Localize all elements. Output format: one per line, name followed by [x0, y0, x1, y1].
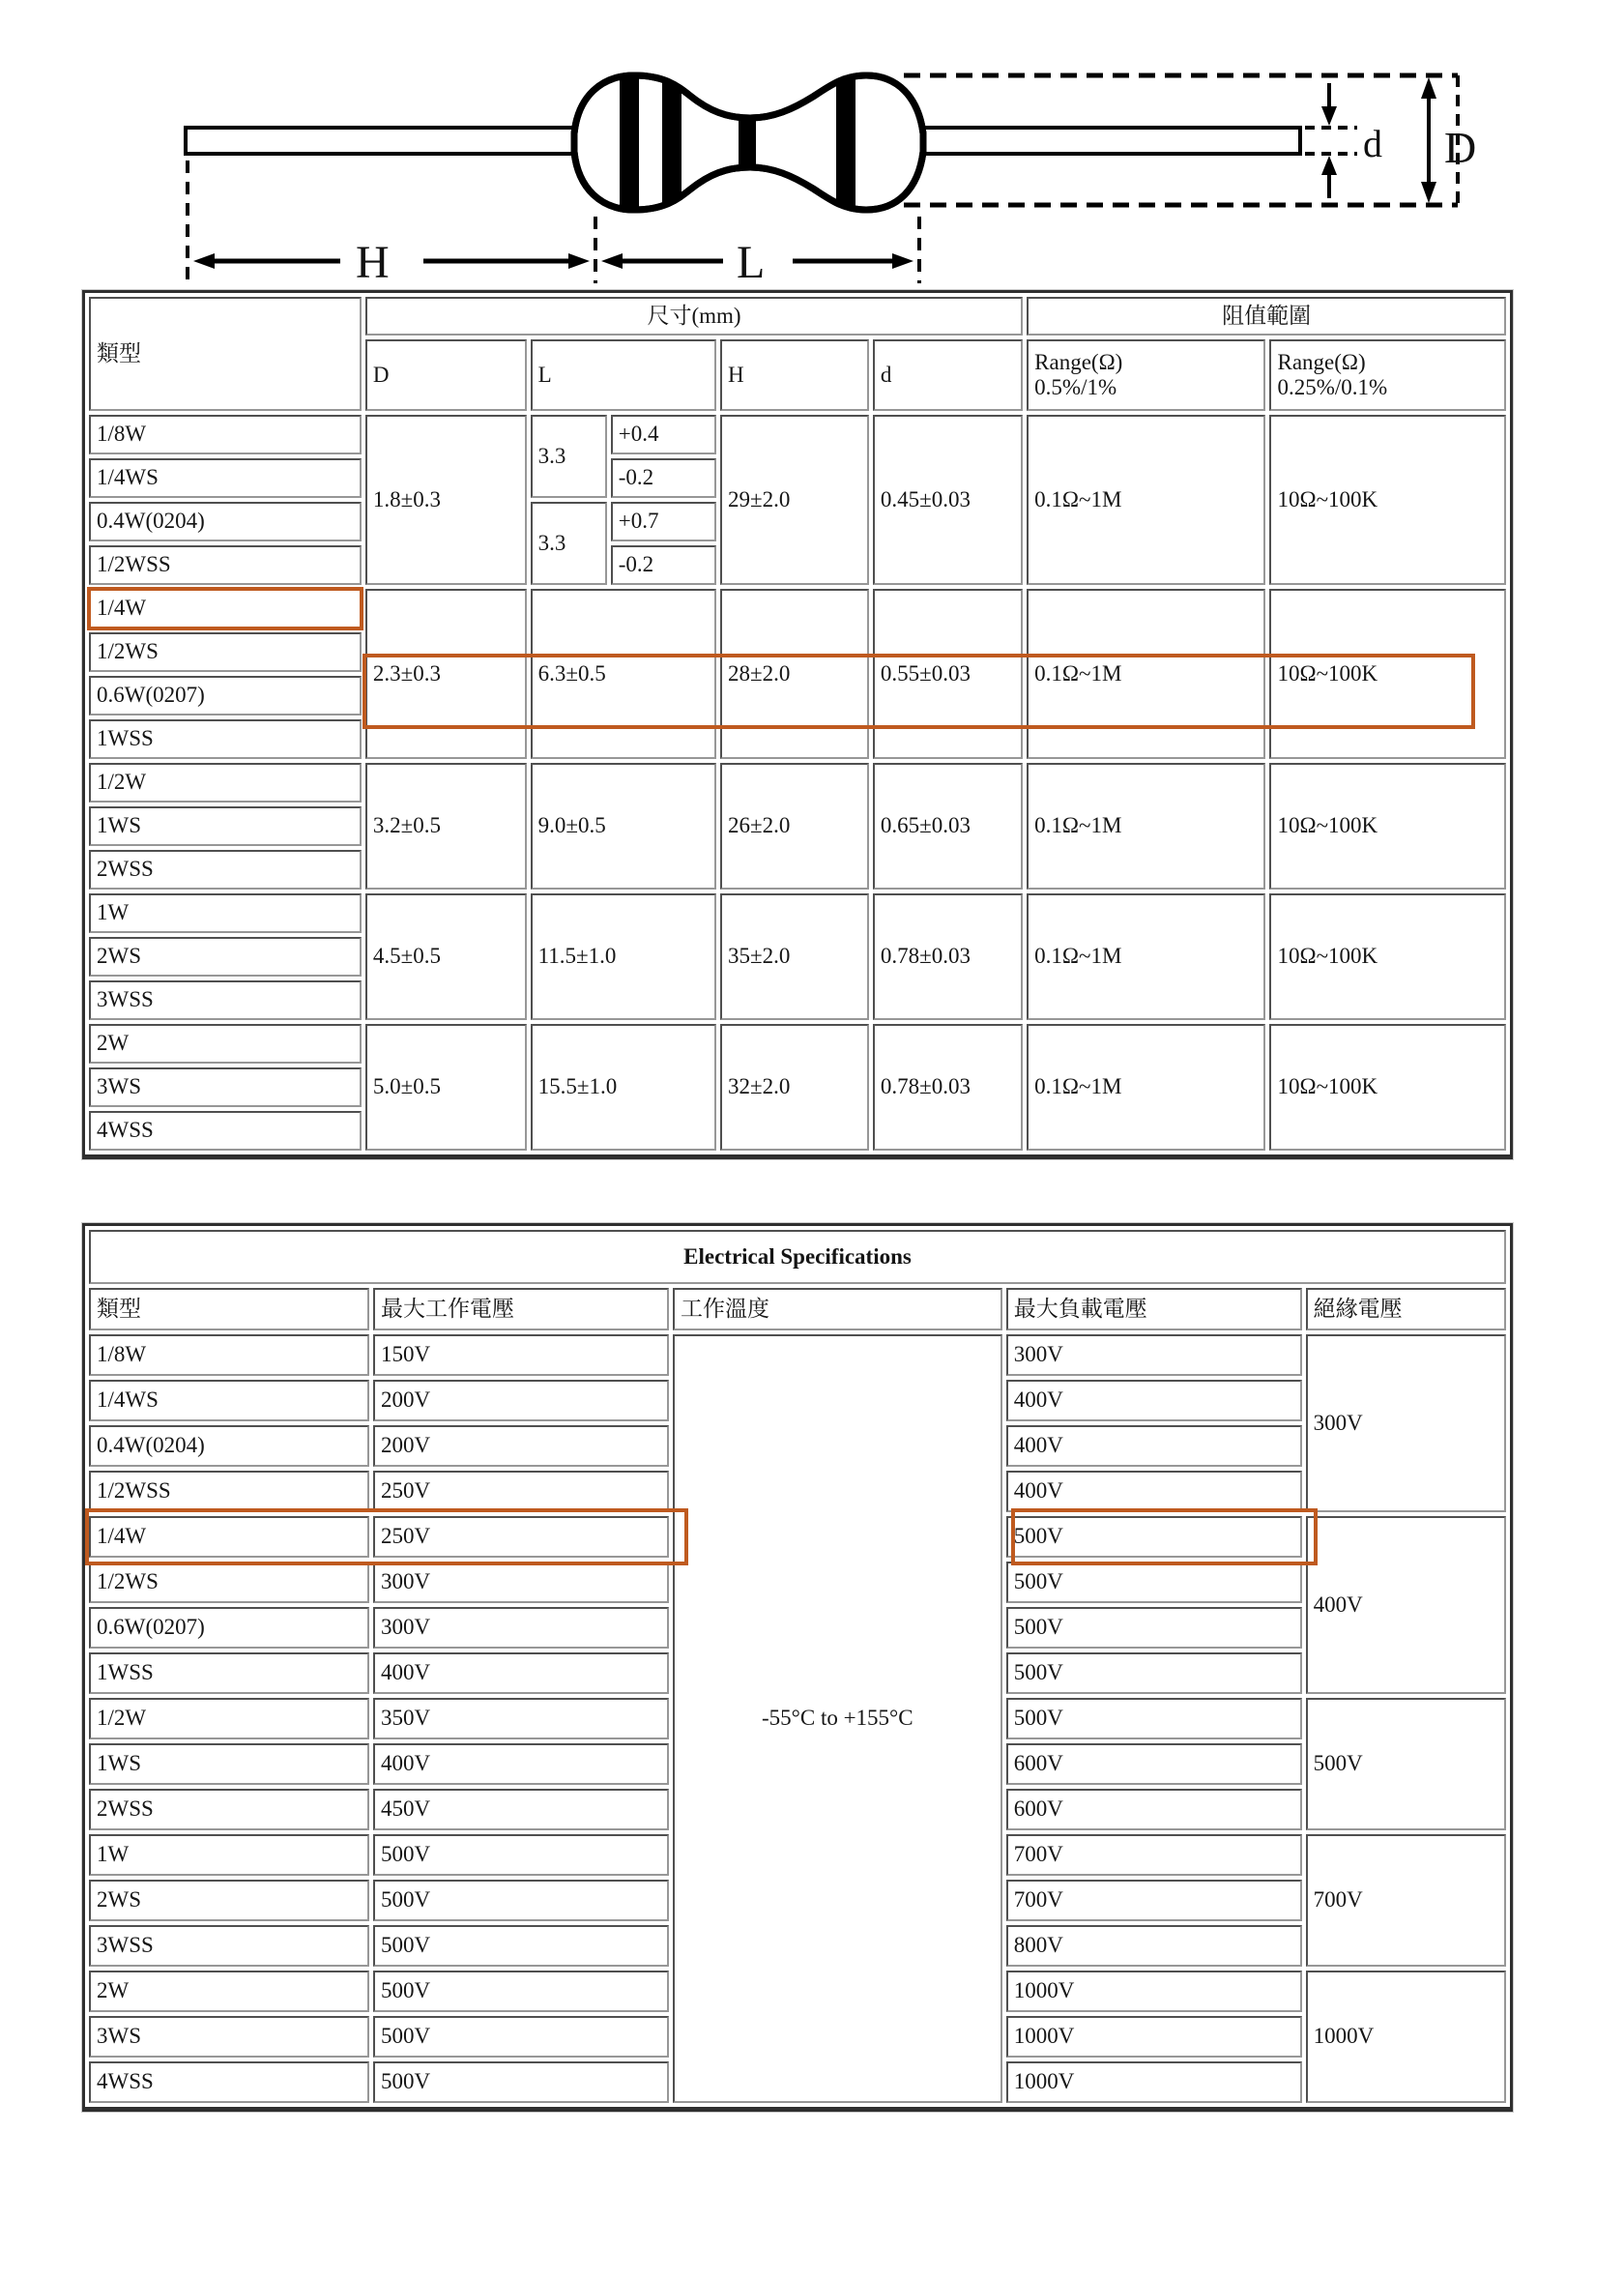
- h-arrowhead-right: [568, 253, 590, 269]
- col-header-H: H: [720, 339, 869, 411]
- col-header-range1: [1027, 339, 1265, 411]
- type-cell: 1/4WS: [89, 1380, 369, 1421]
- range2-value-cell: 10Ω~100K: [1269, 589, 1506, 759]
- insulation-voltage-cell: 700V: [1306, 1834, 1506, 1967]
- range2-value-cell: 10Ω~100K: [1269, 763, 1506, 890]
- working-voltage-cell: 400V: [373, 1652, 669, 1694]
- type-cell: 0.6W(0207): [89, 1607, 369, 1649]
- overload-voltage-cell: 800V: [1006, 1925, 1302, 1967]
- L-value-cell: 9.0±0.5: [531, 763, 716, 890]
- type-cell: 0.6W(0207): [89, 676, 362, 716]
- overload-voltage-cell: 600V: [1006, 1743, 1302, 1785]
- d-label: d: [1363, 122, 1382, 165]
- col-header-max-overload-voltage: 最大負載電壓: [1006, 1288, 1302, 1330]
- range-header: 阻值範圍: [1027, 297, 1506, 336]
- big-d-arrowhead-up: [1421, 77, 1436, 99]
- dimension-table: [82, 290, 1513, 1159]
- type-cell: 3WSS: [89, 980, 362, 1020]
- type-cell: 4WSS: [89, 1111, 362, 1151]
- type-cell: 2W: [89, 1971, 369, 2012]
- D-value-cell: 3.2±0.5: [365, 763, 527, 890]
- d-value-cell: 0.78±0.03: [873, 1024, 1023, 1151]
- L-tolerance-plus-cell: +0.4: [611, 415, 716, 454]
- working-voltage-cell: 200V: [373, 1425, 669, 1467]
- insulation-voltage-cell: 300V: [1306, 1334, 1506, 1512]
- insulation-voltage-cell: 500V: [1306, 1698, 1506, 1830]
- d-value-cell: 0.65±0.03: [873, 763, 1023, 890]
- type-cell: 2WSS: [89, 1789, 369, 1830]
- working-voltage-cell: 500V: [373, 1834, 669, 1876]
- D-value-cell: 2.3±0.3: [365, 589, 527, 759]
- type-cell: 1WSS: [89, 1652, 369, 1694]
- type-cell: 1/4WS: [89, 458, 362, 498]
- L-tolerance-minus-cell: -0.2: [611, 545, 716, 585]
- type-cell: 4WSS: [89, 2061, 369, 2103]
- range1-line2: 0.5%/1%: [1034, 375, 1117, 399]
- col-header-max-working-voltage: 最大工作電壓: [373, 1288, 669, 1330]
- range2-value-cell: 10Ω~100K: [1269, 893, 1506, 1020]
- range1-line1: Range(Ω): [1034, 349, 1123, 374]
- range2-line1: Range(Ω): [1277, 349, 1366, 374]
- range1-value-cell: 0.1Ω~1M: [1027, 1024, 1265, 1151]
- working-voltage-cell: 500V: [373, 1925, 669, 1967]
- col-header-L: L: [531, 339, 716, 411]
- H-value-cell: 29±2.0: [720, 415, 869, 585]
- lead-left: [186, 128, 574, 154]
- col-header-D: D: [365, 339, 527, 411]
- type-cell: 1/8W: [89, 1334, 369, 1376]
- big-d-label: D: [1444, 123, 1477, 172]
- overload-voltage-cell: 400V: [1006, 1471, 1302, 1512]
- overload-voltage-cell: 500V: [1006, 1607, 1302, 1649]
- D-value-cell: 1.8±0.3: [365, 415, 527, 585]
- H-value-cell: 26±2.0: [720, 763, 869, 890]
- type-cell: 1WS: [89, 1743, 369, 1785]
- overload-voltage-cell: 600V: [1006, 1789, 1302, 1830]
- col-header-insulation-voltage: 絕緣電壓: [1306, 1288, 1506, 1330]
- type-cell: 1W: [89, 1834, 369, 1876]
- type-cell: 1/2W: [89, 763, 362, 803]
- L-tolerance-minus-cell: -0.2: [611, 458, 716, 498]
- resistor-dimension-diagram: [0, 0, 1624, 290]
- overload-voltage-cell: 500V: [1006, 1698, 1302, 1739]
- L-tolerance-plus-cell: +0.7: [611, 502, 716, 541]
- electrical-specifications-table: [82, 1223, 1513, 2112]
- operating-temperature-cell: -55°C to +155°C: [673, 1334, 1002, 2103]
- overload-voltage-cell: 400V: [1006, 1380, 1302, 1421]
- range1-value-cell: 0.1Ω~1M: [1027, 415, 1265, 585]
- d-value-cell: 0.78±0.03: [873, 893, 1023, 1020]
- H-value-cell: 28±2.0: [720, 589, 869, 759]
- range1-value-cell: 0.1Ω~1M: [1027, 763, 1265, 890]
- L-value-cell: 6.3±0.5: [531, 589, 716, 759]
- col-header-range2: [1269, 339, 1506, 411]
- L-value-cell: 3.3: [531, 502, 607, 585]
- range2-value-cell: 10Ω~100K: [1269, 415, 1506, 585]
- working-voltage-cell: 250V: [373, 1471, 669, 1512]
- electrical-specs-title: Electrical Specifications: [89, 1230, 1506, 1284]
- d-value-cell: 0.55±0.03: [873, 589, 1023, 759]
- col-header-type: 類型: [89, 1288, 369, 1330]
- working-voltage-cell: 450V: [373, 1789, 669, 1830]
- working-voltage-cell: 350V: [373, 1698, 669, 1739]
- working-voltage-cell: 250V: [373, 1516, 669, 1558]
- overload-voltage-cell: 500V: [1006, 1652, 1302, 1694]
- overload-voltage-cell: 700V: [1006, 1880, 1302, 1921]
- L-value-cell: 15.5±1.0: [531, 1024, 716, 1151]
- h-label: H: [356, 237, 390, 288]
- type-cell: 1WSS: [89, 719, 362, 759]
- overload-voltage-cell: 1000V: [1006, 1971, 1302, 2012]
- type-cell: 2W: [89, 1024, 362, 1064]
- working-voltage-cell: 150V: [373, 1334, 669, 1376]
- overload-voltage-cell: 400V: [1006, 1425, 1302, 1467]
- type-cell: 1/2WSS: [89, 1471, 369, 1512]
- type-cell: 0.4W(0204): [89, 502, 362, 541]
- working-voltage-cell: 200V: [373, 1380, 669, 1421]
- type-cell: 1/2WS: [89, 1562, 369, 1603]
- working-voltage-cell: 500V: [373, 2061, 669, 2103]
- overload-voltage-cell: 1000V: [1006, 2061, 1302, 2103]
- D-value-cell: 5.0±0.5: [365, 1024, 527, 1151]
- type-cell: 2WS: [89, 1880, 369, 1921]
- range2-line2: 0.25%/0.1%: [1277, 375, 1388, 399]
- type-cell: 1/8W: [89, 415, 362, 454]
- lead-right: [923, 128, 1300, 154]
- type-cell: 1/2WS: [89, 632, 362, 672]
- working-voltage-cell: 500V: [373, 1971, 669, 2012]
- electrical-table-wrapper: [82, 1223, 1513, 2112]
- type-cell: 3WS: [89, 1067, 362, 1107]
- size-header: 尺寸(mm): [365, 297, 1023, 336]
- working-voltage-cell: 500V: [373, 1880, 669, 1921]
- type-cell: 3WS: [89, 2016, 369, 2058]
- type-cell: 3WSS: [89, 1925, 369, 1967]
- working-voltage-cell: 300V: [373, 1562, 669, 1603]
- type-cell: 2WSS: [89, 850, 362, 890]
- insulation-voltage-cell: 1000V: [1306, 1971, 1506, 2103]
- d-arrowhead-up: [1321, 156, 1337, 175]
- range2-value-cell: 10Ω~100K: [1269, 1024, 1506, 1151]
- d-arrowhead-down: [1321, 106, 1337, 126]
- D-value-cell: 4.5±0.5: [365, 893, 527, 1020]
- type-cell: 2WS: [89, 937, 362, 977]
- l-label: L: [737, 237, 766, 288]
- working-voltage-cell: 500V: [373, 2016, 669, 2058]
- type-cell: 0.4W(0204): [89, 1425, 369, 1467]
- type-cell: 1W: [89, 893, 362, 933]
- H-value-cell: 35±2.0: [720, 893, 869, 1020]
- type-cell-highlighted: 1/4W: [89, 1516, 369, 1558]
- H-value-cell: 32±2.0: [720, 1024, 869, 1151]
- L-value-cell: 11.5±1.0: [531, 893, 716, 1020]
- col-header-operating-temperature: 工作溫度: [673, 1288, 1002, 1330]
- working-voltage-cell: 300V: [373, 1607, 669, 1649]
- type-column-header: 類型: [89, 297, 362, 411]
- overload-voltage-cell: 500V: [1006, 1562, 1302, 1603]
- d-value-cell: 0.45±0.03: [873, 415, 1023, 585]
- range1-value-cell: 0.1Ω~1M: [1027, 893, 1265, 1020]
- col-header-d: d: [873, 339, 1023, 411]
- insulation-voltage-cell: 400V: [1306, 1516, 1506, 1694]
- l-arrowhead-right: [892, 253, 914, 269]
- working-voltage-cell: 400V: [373, 1743, 669, 1785]
- overload-voltage-cell: 700V: [1006, 1834, 1302, 1876]
- range1-value-cell: 0.1Ω~1M: [1027, 589, 1265, 759]
- L-value-cell: 3.3: [531, 415, 607, 498]
- overload-voltage-cell: 1000V: [1006, 2016, 1302, 2058]
- overload-voltage-cell: 300V: [1006, 1334, 1302, 1376]
- type-cell: 1WS: [89, 806, 362, 846]
- big-d-arrowhead-down: [1421, 182, 1436, 203]
- type-cell: 1/2W: [89, 1698, 369, 1739]
- type-cell: 1/2WSS: [89, 545, 362, 585]
- type-cell-highlighted: 1/4W: [89, 589, 362, 628]
- overload-voltage-cell: 500V: [1006, 1516, 1302, 1558]
- dimension-table-wrapper: [82, 290, 1513, 1159]
